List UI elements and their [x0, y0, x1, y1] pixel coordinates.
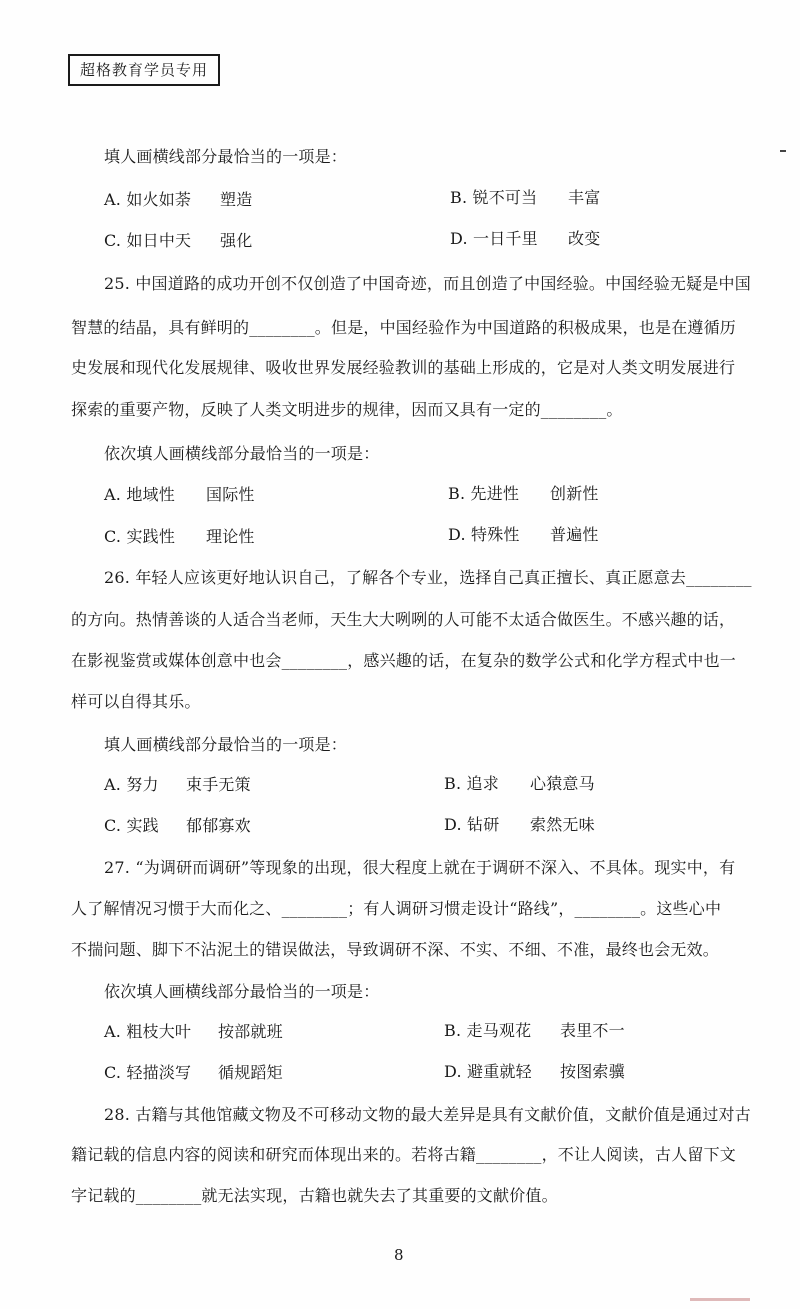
q24-option-b-label: B. 锐不可当 [450, 188, 538, 207]
q26-option-a-word: 束手无策 [186, 775, 251, 794]
q27-option-b-word: 表里不一 [560, 1021, 625, 1040]
q27-line-1: 27. “为调研而调研”等现象的出现，很大程度上就在于调研不深入、不具体。现实中，有 [104, 858, 736, 877]
q27-prompt: 依次填人画横线部分最恰当的一项是： [104, 982, 380, 1001]
q25-option-d-label: D. 特殊性 [448, 525, 520, 544]
q27-line-3: 不揣问题、脚下不沾泥土的错误做法，导致调研不深、不实、不细、不准，最终也会无效。 [71, 940, 720, 959]
q24-option-d-label: D. 一日千里 [450, 229, 538, 248]
q25-option-b-word: 创新性 [550, 484, 599, 503]
q26-line-4: 样可以自得其乐。 [71, 692, 201, 711]
q27-line-2: 人了解情况习惯于大而化之、________；有人调研习惯走设计“路线”，________。这些心中 [71, 899, 722, 918]
q27-option-a-label: A. 粗枝大叶 [104, 1022, 192, 1041]
q24-option-c-word: 强化 [220, 231, 253, 250]
q25-option-c-word: 理论性 [206, 527, 255, 546]
q24-option-d-word: 改变 [568, 229, 601, 248]
q25-line-3: 史发展和现代化发展规律、吸收世界发展经验教训的基础上形成的，它是对人类文明发展进行 [71, 358, 736, 377]
q24-prompt: 填人画横线部分最恰当的一项是： [104, 147, 348, 166]
q26-option-d-label: D. 钻研 [444, 815, 500, 834]
q24-option-c-label: C. 如日中天 [104, 231, 192, 250]
q26-line-2: 的方向。热情善谈的人适合当老师，天生大大咧咧的人可能不太适合做医生。不感兴趣的话， [71, 610, 736, 629]
q27-option-c-label: C. 轻描淡写 [104, 1063, 192, 1082]
watermark-stamp: 超格教育学员专用 [68, 54, 220, 86]
scan-mark [780, 150, 786, 152]
q25-option-a-word: 国际性 [206, 485, 255, 504]
q26-prompt: 填人画横线部分最恰当的一项是： [104, 735, 348, 754]
q25-option-b-label: B. 先进性 [448, 484, 520, 503]
q25-prompt: 依次填人画横线部分最恰当的一项是： [104, 444, 380, 463]
q25-line-2: 智慧的结晶，具有鲜明的________。但是，中国经验作为中国道路的积极成果，也是在遵循历 [71, 318, 737, 337]
q26-option-b-word: 心猿意马 [530, 774, 595, 793]
q26-line-1: 26. 年轻人应该更好地认识自己，了解各个专业，选择自己真正擅长、真正愿意去________ [104, 568, 752, 587]
q26-option-a-label: A. 努力 [104, 775, 159, 794]
q25-option-a-label: A. 地域性 [104, 485, 175, 504]
q26-option-c-word: 郁郁寡欢 [186, 816, 251, 835]
q27-option-b-label: B. 走马观花 [444, 1021, 532, 1040]
q26-option-b-label: B. 追求 [444, 774, 499, 793]
scan-smudge [690, 1298, 750, 1301]
q25-line-1: 25. 中国道路的成功开创不仅创造了中国奇迹，而且创造了中国经验。中国经验无疑是中国 [104, 274, 751, 293]
q27-option-c-word: 循规蹈矩 [218, 1063, 283, 1082]
q28-line-1: 28. 古籍与其他馆藏文物及不可移动文物的最大差异是具有文献价值，文献价值是通过对古 [104, 1105, 751, 1124]
q25-option-d-word: 普遍性 [550, 525, 599, 544]
q28-line-3: 字记载的________就无法实现，古籍也就失去了其重要的文献价值。 [71, 1186, 558, 1205]
q24-option-a-label: A. 如火如荼 [104, 190, 192, 209]
q25-option-c-label: C. 实践性 [104, 527, 176, 546]
q27-option-a-word: 按部就班 [218, 1022, 283, 1041]
q28-line-2: 籍记载的信息内容的阅读和研究而体现出来的。若将古籍________，不让人阅读，古人留下文 [71, 1145, 737, 1164]
q26-option-c-label: C. 实践 [104, 816, 159, 835]
q24-option-b-word: 丰富 [568, 188, 601, 207]
q25-line-4: 探索的重要产物，反映了人类文明进步的规律，因而又具有一定的________。 [71, 400, 623, 419]
page-number: 8 [394, 1246, 404, 1264]
q24-option-a-word: 塑造 [220, 190, 253, 209]
q27-option-d-label: D. 避重就轻 [444, 1062, 532, 1081]
q26-line-3: 在影视鉴赏或媒体创意中也会________，感兴趣的话，在复杂的数学公式和化学方程式中也一 [71, 651, 737, 670]
q26-option-d-word: 索然无味 [530, 815, 595, 834]
q27-option-d-word: 按图索骥 [560, 1062, 625, 1081]
